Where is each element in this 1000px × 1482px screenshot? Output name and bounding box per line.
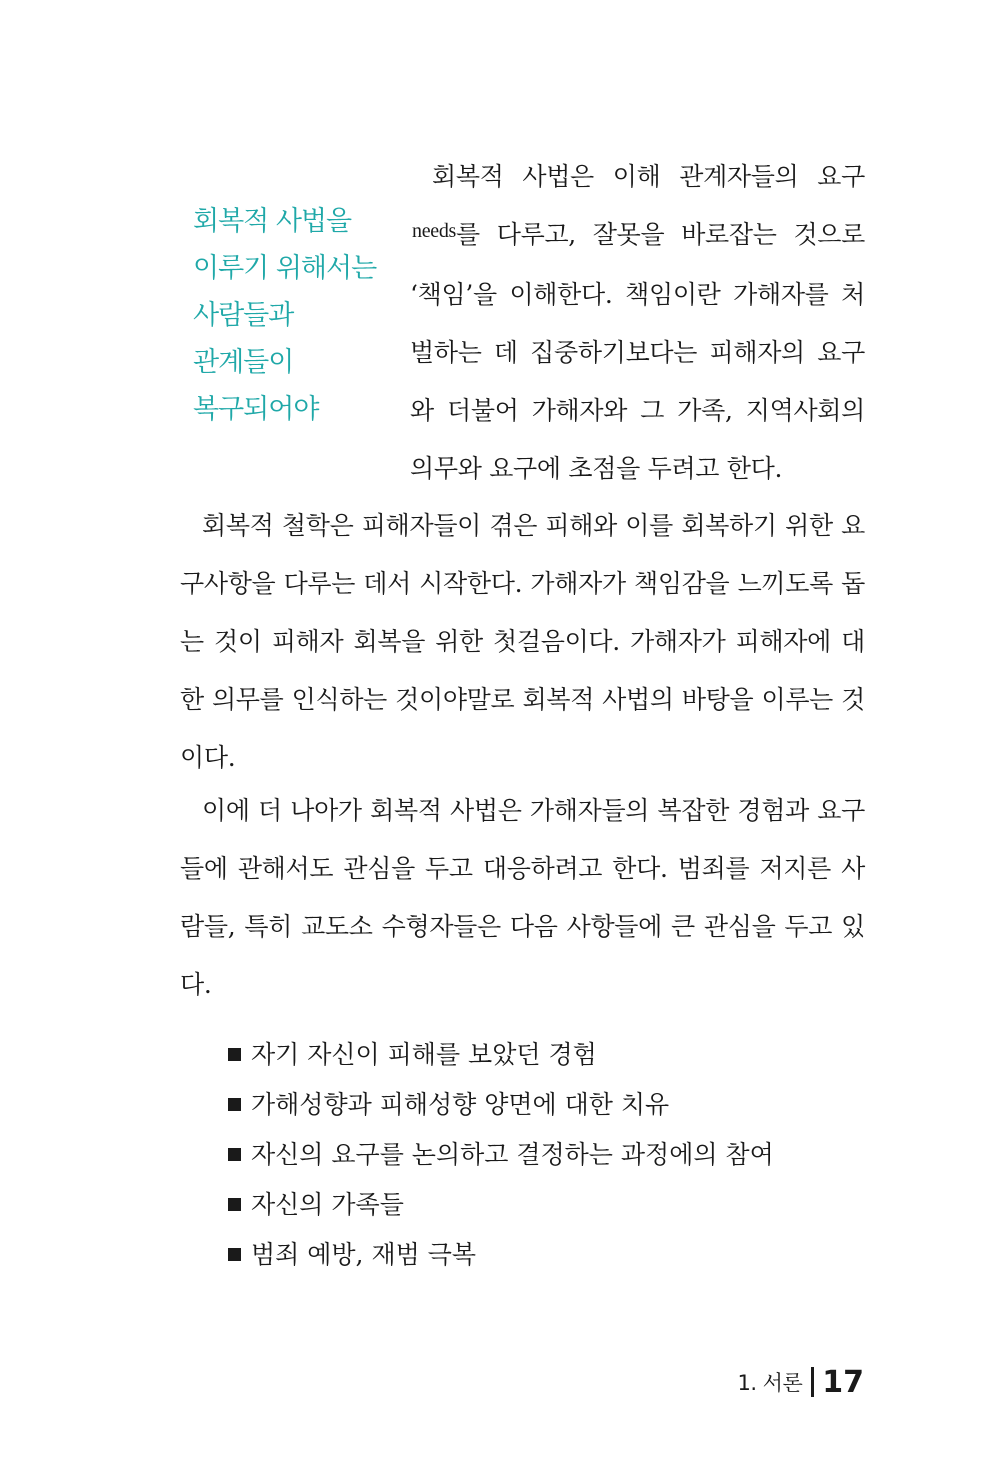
list-item <box>228 1080 774 1130</box>
body-paragraph-2: 회복적 철학은 피해자들이 겪은 피해와 이를 회복하기 위한 요구사항을 다루는 데서 시작한다. 가해자가 책임감을 느끼도록 돕는 것이 피해자 회복을 위한 첫걸음이다. 가해자가 피해자에 대한 의무를 인식하는 것이야말로 회복적 사법의 바탕을 이루는 것이다. <box>180 511 865 772</box>
square-bullet-icon <box>228 1098 241 1111</box>
square-bullet-icon <box>228 1198 241 1211</box>
pull-quote-line: 복구되어야 <box>193 394 319 425</box>
footer-divider <box>811 1367 814 1397</box>
bullet-list <box>228 1030 774 1280</box>
pull-quote-line: 이루기 위해서는 <box>193 253 377 284</box>
body-paragraph-3: 이에 더 나아가 회복적 사법은 가해자들의 복잡한 경험과 요구들에 관해서도 관심을 두고 대응하려고 한다. 범죄를 저지른 사람들, 특히 교도소 수형자들은 다음 사항들에 큰 관심을 두고 있다. <box>180 796 865 999</box>
list-item <box>228 1180 774 1230</box>
list-item <box>228 1030 774 1080</box>
chapter-label: 1. 서론 <box>737 1371 803 1395</box>
list-item-text: 범죄 예방, 재범 극복 <box>251 1240 476 1269</box>
list-item <box>228 1130 774 1180</box>
list-item-text: 자기 자신이 피해를 보았던 경험 <box>251 1040 597 1069</box>
list-item <box>228 1230 774 1280</box>
pull-quote-line: 관계들이 <box>193 347 294 378</box>
pull-quote-line: 회복적 사법을 <box>193 206 352 237</box>
pull-quote-line: 사람들과 <box>193 300 294 331</box>
page-footer <box>737 1362 864 1402</box>
intro-text-start: 회복적 사법은 이해 관계자들의 요구 <box>432 162 865 191</box>
square-bullet-icon <box>228 1248 241 1261</box>
page-number: 17 <box>822 1364 864 1400</box>
intro-paragraph <box>410 148 865 498</box>
list-item-text: 가해성향과 피해성향 양면에 대한 치유 <box>251 1090 670 1119</box>
square-bullet-icon <box>228 1148 241 1161</box>
pull-quote <box>193 198 393 433</box>
list-item-text: 자신의 요구를 논의하고 결정하는 과정에의 참여 <box>251 1140 774 1169</box>
square-bullet-icon <box>228 1048 241 1061</box>
needs-annotation: needs <box>412 220 457 242</box>
intro-text-rest: 를 다루고, 잘못을 바로잡는 것으로 ‘책임’을 이해한다. 책임이란 가해자를 처벌하는 데 집중하기보다는 피해자의 요구와 더불어 가해자와 그 가족, 지역사회의 의무와 요구에 초점을 두려고 한다. <box>410 220 865 483</box>
list-item-text: 자신의 가족들 <box>251 1190 404 1219</box>
